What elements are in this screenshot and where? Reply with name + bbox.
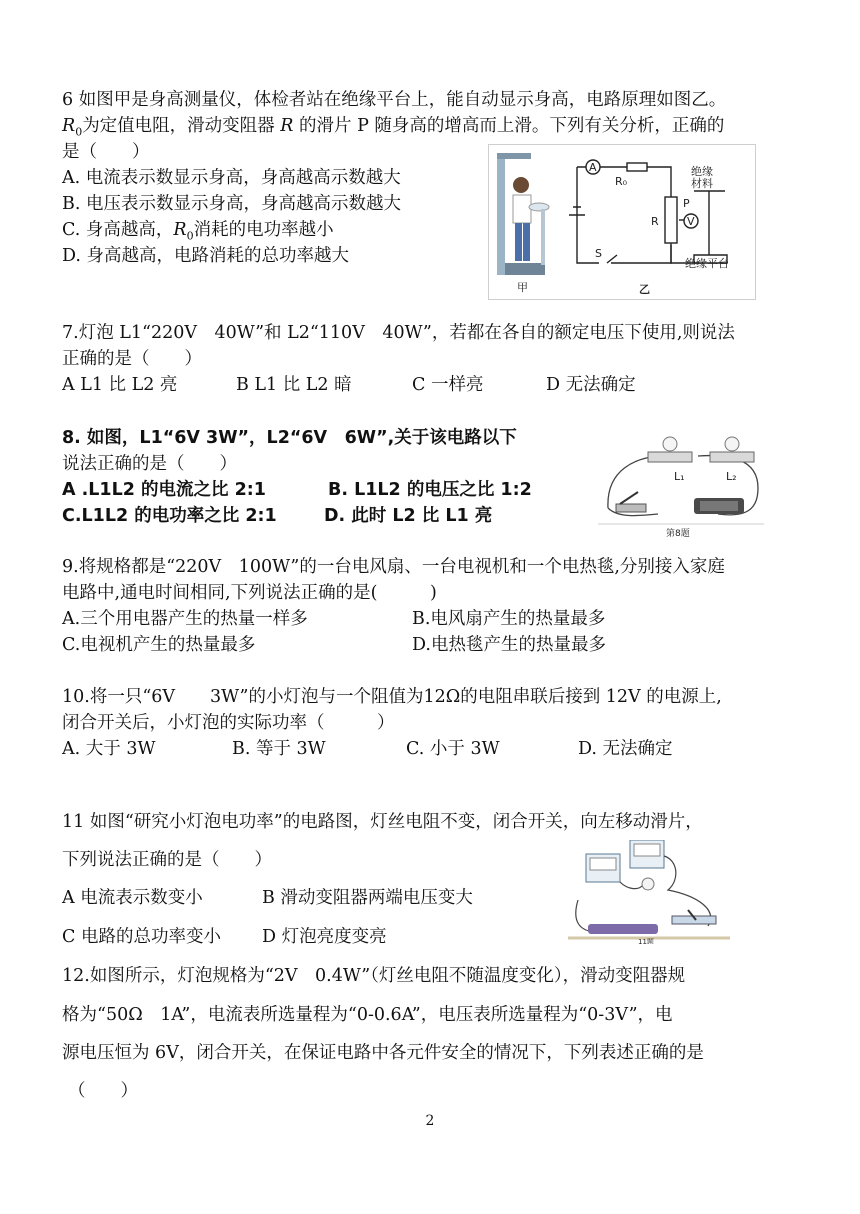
voltmeter-label: V [687,215,695,228]
q6-option-d: D. 身高越高，电路消耗的总功率越大 [62,246,350,266]
q11-figure [568,840,730,944]
q6-r0-subscript: 0 [75,125,83,139]
q6-stem-line2 [62,114,724,145]
q6-option-c-sub: 0 [186,229,194,243]
q6-option-c-tail: 消耗的电功率越小 [193,220,334,240]
q8-stem-line2: 说法正确的是（ ） [62,454,237,474]
switch-label: S [595,247,602,260]
q10-option-d: D. 无法确定 [578,739,673,759]
q9-option-c: C.电视机产生的热量最多 [62,635,256,655]
q9-option-a: A.三个用电器产生的热量一样多 [62,609,308,629]
q11-option-b: B 滑动变阻器两端电压变大 [262,888,473,908]
q8-option-d: D. 此时 L2 比 L1 亮 [324,506,493,526]
q8-option-b: B. L1L2 的电压之比 1:2 [328,480,532,500]
q11-circuit-photo [568,840,730,944]
height-meter-photo [497,153,549,275]
q12-stem-line3: 源电压恒为 6V，闭合开关，在保证电路中各元件安全的情况下，下列表述正确的是 [62,1043,704,1063]
q10-option-b: B. 等于 3W [232,739,326,759]
q7-option-c: C 一样亮 [412,375,484,395]
r0-label: R₀ [615,175,628,188]
q7-option-a: A L1 比 L2 亮 [62,375,178,395]
r-label: R [651,215,659,228]
insulation-label-1: 绝缘 [691,165,713,178]
q11-option-c: C 电路的总功率变小 [62,927,221,947]
q12-stem-line1: 12.如图所示，灯泡规格为“2V 0.4W”（灯丝电阻不随温度变化），滑动变阻器规 [62,966,686,986]
q8-l1-label: L₁ [674,470,685,483]
fig-label-yi: 乙 [639,283,650,296]
q12-stem-line4: （ ） [68,1081,138,1101]
q6-stem-line2-text: 为定值电阻，滑动变阻器 [82,116,281,136]
insulation-label-2: 材料 [691,177,713,190]
q7-stem-line1: 7.灯泡 L1“220V 40W”和 L2“110V 40W”，若都在各自的额定电压下使用,则说法 [62,323,735,343]
q12-stem-line2: 格为“50Ω 1A”，电流表所选量程为“0-0.6A”，电压表所选量程为“0-3V”，电 [62,1005,673,1025]
p-label: P [683,197,690,210]
q6-option-c-r: R [173,220,187,240]
q6-stem-line3: 是（ ） [62,142,150,162]
q8-circuit-photo [598,428,764,540]
q6-stem-line2-tail: 的滑片 P 随身高的增高而上滑。下列有关分析，正确的 [293,116,725,136]
r0-resistor [627,163,647,171]
q9-option-d: D.电热毯产生的热量最多 [412,635,606,655]
q6-option-a: A. 电流表示数显示身高，身高越高示数越大 [62,168,401,188]
q11-option-d: D 灯泡亮度变亮 [262,927,387,947]
height-meter-diagram [489,145,755,299]
q7-stem-line2: 正确的是（ ） [62,349,202,369]
q6-r0-symbol: R [62,116,76,136]
q8-caption: 第8题 [666,529,690,539]
fig-label-jia: 甲 [517,281,528,294]
page-number: 2 [425,1113,435,1129]
q9-stem-line2: 电路中,通电时间相同,下列说法正确的是( ) [62,583,437,603]
q9-option-b: B.电风扇产生的热量最多 [412,609,606,629]
q11-option-a: A 电流表示数变小 [62,888,203,908]
q6-r-symbol: R [280,116,294,136]
q8-l2-label: L₂ [726,470,737,483]
q6-figure [488,144,756,300]
q10-stem-line1: 10.将一只“6V 3W”的小灯泡与一个阻值为12Ω的电阻串联后接到 12V 的电源上, [62,687,722,707]
q6-stem-line1: 6 如图甲是身高测量仪，体检者站在绝缘平台上，能自动显示身高，电路原理如图乙。 [62,90,727,110]
q11-stem-line2: 下列说法正确的是（ ） [62,850,272,870]
q7-option-b: B L1 比 L2 暗 [236,375,352,395]
q10-option-a: A. 大于 3W [62,739,156,759]
q7-option-d: D 无法确定 [546,375,636,395]
ammeter-label: A [589,161,597,174]
q6-option-c-head: C. 身高越高， [62,220,174,240]
q8-stem-line1: 8. 如图，L1“6V 3W”，L2“6V 6W”,关于该电路以下 [62,428,517,448]
q11-stem-line1: 11 如图“研究小灯泡电功率”的电路图，灯丝电阻不变，闭合开关，向左移动滑片， [62,812,703,832]
q8-option-c: C.L1L2 的电功率之比 2:1 [62,506,277,526]
q8-figure [598,428,764,540]
platform-label: 绝缘平台 [685,257,729,270]
q10-option-c: C. 小于 3W [406,739,500,759]
q8-option-a: A .L1L2 的电流之比 2:1 [62,480,266,500]
q6-option-b: B. 电压表示数显示身高，身高越高示数越大 [62,194,401,214]
q10-stem-line2: 闭合开关后，小灯泡的实际功率（ ） [62,713,395,733]
q11-caption: 11题 [638,938,654,944]
q9-stem-line1: 9.将规格都是“220V 100W”的一台电风扇、一台电视机和一个电热毯,分别接入家庭 [62,557,725,577]
